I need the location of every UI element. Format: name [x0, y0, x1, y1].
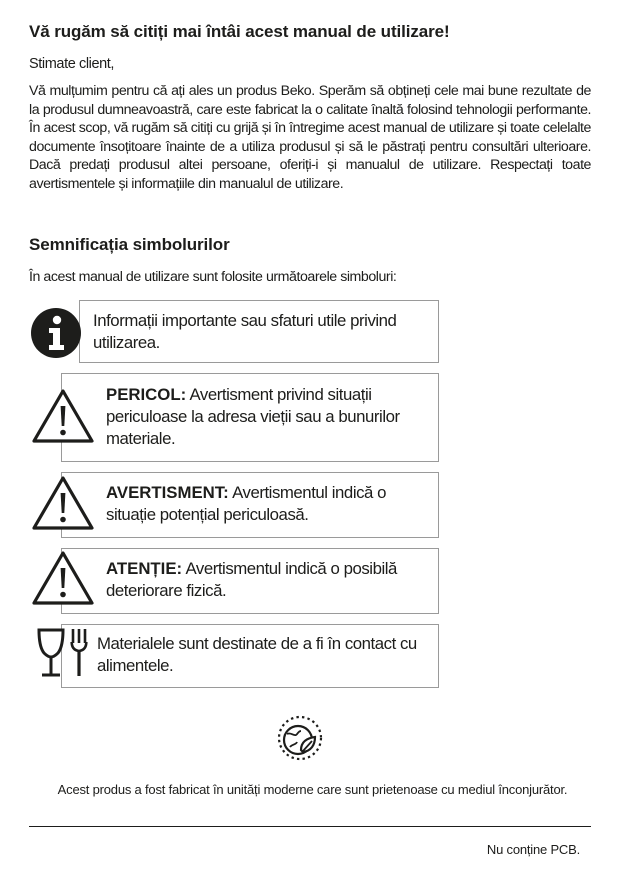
divider: [29, 826, 591, 827]
danger-symbol-text: [106, 384, 428, 450]
warning-label: AVERTISMENT:: [106, 483, 229, 502]
warning-description: Avertismentul indică o situație potențial periculoasă.: [106, 483, 387, 524]
caution-label: ATENȚIE:: [106, 559, 183, 578]
danger-description: Avertisment privind situații periculoase la adresa vieții sau a bunurilor materiale.: [106, 385, 400, 448]
food-contact-icon: [36, 626, 96, 680]
symbols-heading: Semnificația simbolurilor: [29, 235, 230, 254]
eco-statement: Acest produs a fost fabricat în unități moderne care sunt prietenoase cu mediul înconjurător.: [57, 782, 568, 797]
danger-label: PERICOL:: [106, 385, 187, 404]
greeting: Stimate client,: [29, 56, 115, 72]
symbols-intro: În acest manual de utilizare sunt folosite următoarele simboluri:: [29, 269, 397, 285]
pcb-statement: Nu conține PCB.: [486, 842, 580, 857]
info-symbol-text: Informații importante sau sfaturi utile privind utilizarea.: [93, 311, 397, 352]
page-title: Vă rugăm să citiți mai întâi acest manual de utilizare!: [29, 22, 450, 41]
intro-paragraph: Vă mulțumim pentru că ați ales un produs Beko. Sperăm să obțineți cele mai bune rezultate de la produsul dumneavoastră, care este fabricat la o calitate înaltă folosind tehnologii performante. În acest scop, vă rugăm să citiți cu grijă și în întregime acest manual de utilizare și toate celelalte documente însoțitoare înainte de a utiliza produsul și să le păstrați pentru consultări ulterioare. Dacă predați produsul altei persoane, oferiți-i și manualul de utilizare. Respectați toate avertismentele și informațiile din manualul de utilizare.: [29, 83, 591, 192]
warning-triangle-icon: [31, 475, 95, 531]
caution-symbol-text: [106, 558, 428, 602]
warning-triangle-icon: [31, 550, 95, 606]
warning-symbol-text: [106, 482, 428, 526]
caution-description: Avertismentul indică o posibilă deteriorare fizică.: [106, 559, 397, 600]
food-contact-symbol-text: Materialele sunt destinate de a fi în contact cu alimentele.: [97, 634, 417, 675]
eco-globe-leaf-icon: [274, 712, 326, 764]
warning-triangle-icon: [31, 388, 95, 444]
info-icon: [30, 307, 82, 359]
